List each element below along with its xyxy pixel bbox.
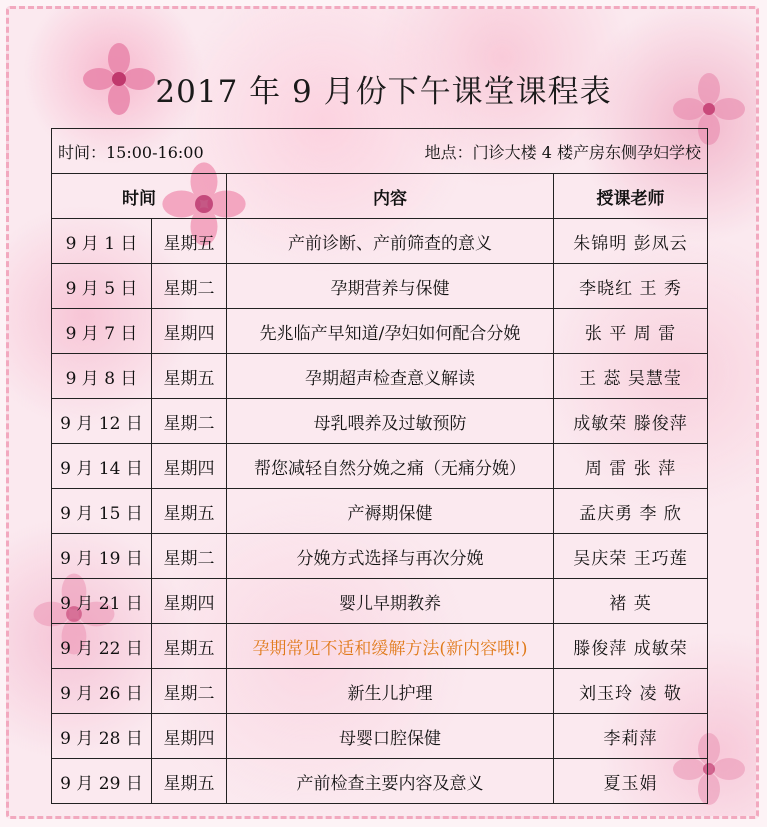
table-row [52, 309, 708, 354]
teacher-cell: 李晓红 王 秀 [554, 264, 708, 309]
teacher-cell: 褚 英 [554, 579, 708, 624]
teacher-cell: 成敏荣 滕俊萍 [554, 399, 708, 444]
page-title: 2017 年 9 月份下午课堂课程表 [155, 74, 612, 110]
content-cell: 婴儿早期教养 [227, 579, 554, 624]
teacher-cell: 朱锦明 彭凤云 [554, 219, 708, 264]
content-cell: 孕期超声检查意义解读 [227, 354, 554, 399]
date-cell: 9 月 21 日 [52, 579, 152, 624]
date-cell: 9 月 1 日 [52, 219, 152, 264]
weekday-cell: 星期二 [152, 669, 227, 714]
weekday-cell: 星期四 [152, 444, 227, 489]
table-row [52, 489, 708, 534]
weekday-cell: 星期五 [152, 354, 227, 399]
info-row [52, 129, 708, 174]
content-cell: 产前检查主要内容及意义 [227, 759, 554, 804]
table-row [52, 579, 708, 624]
weekday-cell: 星期五 [152, 219, 227, 264]
date-cell: 9 月 28 日 [52, 714, 152, 759]
table-row [52, 759, 708, 804]
session-time: 时间：15:00-16:00 [58, 142, 204, 162]
date-cell: 9 月 12 日 [52, 399, 152, 444]
header-row [52, 174, 708, 219]
date-cell: 9 月 8 日 [52, 354, 152, 399]
table-row [52, 624, 708, 669]
table-row [52, 714, 708, 759]
content-cell: 先兆临产早知道/孕妇如何配合分娩 [227, 309, 554, 354]
date-cell: 9 月 19 日 [52, 534, 152, 579]
weekday-cell: 星期四 [152, 309, 227, 354]
teacher-cell: 周 雷 张 萍 [554, 444, 708, 489]
weekday-cell: 星期四 [152, 579, 227, 624]
header-teacher: 授课老师 [554, 174, 708, 219]
weekday-cell: 星期五 [152, 759, 227, 804]
teacher-cell: 张 平 周 雷 [554, 309, 708, 354]
teacher-cell: 刘玉玲 凌 敬 [554, 669, 708, 714]
weekday-cell: 星期二 [152, 534, 227, 579]
date-cell: 9 月 15 日 [52, 489, 152, 534]
table-row [52, 399, 708, 444]
weekday-cell: 星期二 [152, 264, 227, 309]
content-cell: 母乳喂养及过敏预防 [227, 399, 554, 444]
weekday-cell: 星期四 [152, 714, 227, 759]
date-cell: 9 月 5 日 [52, 264, 152, 309]
content-cell: 孕期营养与保健 [227, 264, 554, 309]
date-cell: 9 月 29 日 [52, 759, 152, 804]
date-cell: 9 月 26 日 [52, 669, 152, 714]
table-row [52, 534, 708, 579]
date-cell: 9 月 14 日 [52, 444, 152, 489]
content-cell: 新生儿护理 [227, 669, 554, 714]
table-row [52, 219, 708, 264]
table-row [52, 354, 708, 399]
schedule-table [51, 128, 708, 804]
weekday-cell: 星期五 [152, 624, 227, 669]
session-location: 地点：门诊大楼 4 楼产房东侧孕妇学校 [424, 142, 701, 162]
weekday-cell: 星期二 [152, 399, 227, 444]
date-cell: 9 月 7 日 [52, 309, 152, 354]
teacher-cell: 王 蕊 吴慧莹 [554, 354, 708, 399]
teacher-cell: 吴庆荣 王巧莲 [554, 534, 708, 579]
teacher-cell: 夏玉娟 [554, 759, 708, 804]
teacher-cell: 李莉萍 [554, 714, 708, 759]
date-cell: 9 月 22 日 [52, 624, 152, 669]
content-cell: 分娩方式选择与再次分娩 [227, 534, 554, 579]
weekday-cell: 星期五 [152, 489, 227, 534]
teacher-cell: 滕俊萍 成敏荣 [554, 624, 708, 669]
table-row [52, 444, 708, 489]
content-cell: 帮您减轻自然分娩之痛（无痛分娩） [227, 444, 554, 489]
table-row [52, 264, 708, 309]
content-cell: 产褥期保健 [227, 489, 554, 534]
content-cell: 孕期常见不适和缓解方法(新内容哦!) [227, 624, 554, 669]
content-cell: 产前诊断、产前筛查的意义 [227, 219, 554, 264]
content-cell: 母婴口腔保健 [227, 714, 554, 759]
table-row [52, 669, 708, 714]
header-time: 时间 [52, 174, 227, 219]
header-content: 内容 [227, 174, 554, 219]
teacher-cell: 孟庆勇 李 欣 [554, 489, 708, 534]
